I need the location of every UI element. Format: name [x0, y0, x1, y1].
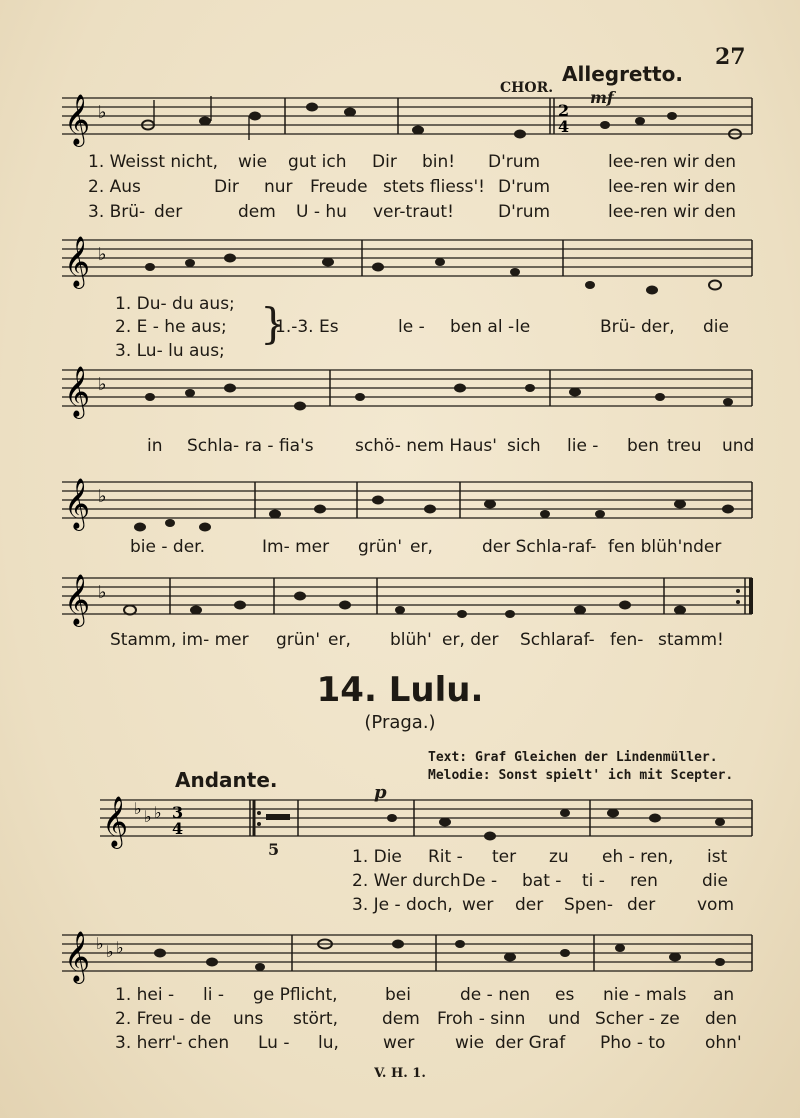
lyric-syllable: und: [548, 1009, 581, 1029]
svg-text:♭: ♭: [98, 486, 107, 507]
lyric-syllable: Stamm, im- mer: [110, 630, 249, 650]
lyric-syllable: lee-ren wir den: [608, 152, 737, 172]
lyric-syllable: bie - der.: [130, 537, 205, 557]
lyric-syllable: zu: [549, 847, 569, 867]
lyric-syllable: ter: [492, 847, 517, 867]
lyric-syllable: bin!: [422, 152, 456, 172]
svg-text:4: 4: [558, 117, 570, 136]
lyric-syllable: stört,: [293, 1009, 338, 1029]
lyric-syllable: an: [713, 985, 735, 1005]
svg-text:𝄞: 𝄞: [64, 574, 91, 625]
lyric-syllable: Brü- der,: [600, 317, 675, 337]
lyric-syllable: ohn': [705, 1033, 742, 1053]
svg-text:2: 2: [558, 101, 570, 120]
svg-text:4: 4: [172, 819, 184, 838]
dynamic-marking-2: p: [374, 782, 387, 803]
lyric-syllable: blüh': [390, 630, 432, 650]
lyric-syllable: 3. herr'- chen: [115, 1033, 230, 1053]
svg-text:♭: ♭: [106, 942, 114, 961]
lyric-syllable: Pho - to: [600, 1033, 666, 1053]
song1-refrain-start: [275, 317, 755, 341]
song2-verse2-3: [115, 1033, 755, 1057]
lyric-syllable: und: [722, 436, 755, 456]
svg-text:𝄞: 𝄞: [102, 796, 129, 847]
lyric-syllable: Schla- ra - fia's: [187, 436, 314, 456]
song2-verse-1: [352, 847, 752, 871]
lyric-syllable: ge Pflicht,: [253, 985, 338, 1005]
lyric-syllable: Im- mer: [262, 537, 330, 557]
lyric-syllable: gut ich: [288, 152, 347, 172]
lyric-syllable: der: [154, 202, 183, 222]
song1-verse-1: [88, 152, 753, 176]
lyric-syllable: dem: [382, 1009, 420, 1029]
lyric-syllable: De -: [462, 871, 498, 891]
lyric-syllable: die: [703, 317, 729, 337]
lyric-syllable: grün': [358, 537, 403, 557]
svg-text:♭: ♭: [134, 799, 142, 818]
lyric-syllable: lu,: [318, 1033, 339, 1053]
lyric-syllable: fen blüh'nder: [608, 537, 722, 557]
staff-system-2: [0, 236, 800, 287]
lyric-syllable: Dir: [372, 152, 397, 172]
lyric-syllable: Rit -: [428, 847, 463, 867]
lyric-syllable: sich: [507, 436, 541, 456]
lyric-syllable: 1. Die: [352, 847, 402, 867]
lyric-syllable: die: [702, 871, 728, 891]
svg-text:𝄞: 𝄞: [64, 931, 91, 982]
svg-text:♭: ♭: [98, 374, 107, 395]
lyric-syllable: Spen-: [564, 895, 613, 915]
song2-verse-2: [352, 871, 752, 895]
lyric-syllable: grün': [276, 630, 321, 650]
lyric-syllable: wer: [383, 1033, 415, 1053]
page-footer: V. H. 1.: [374, 1066, 426, 1081]
lyric-syllable: Scher - ze: [595, 1009, 680, 1029]
lyric-syllable: der: [515, 895, 544, 915]
text-credit: Text: Graf Gleichen der Lindenmüller.: [428, 750, 718, 765]
lyric-syllable: D'rum: [498, 202, 551, 222]
song1-verse-3: [88, 202, 753, 226]
lyric-syllable: Schlaraf-: [520, 630, 595, 650]
staff-system-7: [0, 931, 800, 982]
song1-verse-2: [88, 177, 753, 201]
svg-text:♭: ♭: [144, 807, 152, 826]
lyric-syllable: wie: [238, 152, 268, 172]
svg-text:♭: ♭: [116, 938, 124, 957]
lyric-syllable: den: [705, 1009, 738, 1029]
melody-credit: Melodie: Sonst spielt' ich mit Scepter.: [428, 768, 734, 783]
lyric-syllable: lee-ren wir den: [608, 202, 737, 222]
song2-verse-3: [352, 895, 752, 919]
lyric-syllable: 2. Aus: [88, 177, 141, 197]
lyric-syllable: uns: [233, 1009, 264, 1029]
svg-text:♭: ♭: [98, 102, 107, 123]
lyric-syllable: le -: [398, 317, 425, 337]
lyric-syllable: eh - ren,: [602, 847, 674, 867]
lyric-syllable: in: [147, 436, 163, 456]
lyric-syllable: de - nen: [460, 985, 531, 1005]
lyric-syllable: ist: [707, 847, 728, 867]
lyric-syllable: wer: [462, 895, 494, 915]
staff-system-3: [0, 366, 800, 417]
staff-system-6: [0, 796, 800, 847]
lyric-syllable: stets fliess'!: [383, 177, 485, 197]
lyric-syllable: bat -: [522, 871, 562, 891]
multirest-count: 5: [268, 840, 280, 859]
lyric-syllable: D'rum: [498, 177, 551, 197]
lyric-syllable: D'rum: [488, 152, 541, 172]
song-subtitle: (Praga.): [364, 712, 436, 733]
lyric-syllable: dem: [238, 202, 276, 222]
song2-verse2-2: [115, 1009, 755, 1033]
staff-system-4: [0, 478, 800, 529]
song1-s2-verse-1: 1. Du- du aus;: [115, 294, 235, 314]
verse-brace: }: [260, 299, 287, 348]
lyric-syllable: ti -: [582, 871, 605, 891]
svg-text:𝄞: 𝄞: [64, 236, 91, 287]
lyric-syllable: bei: [385, 985, 411, 1005]
lyric-syllable: der: [627, 895, 656, 915]
svg-text:♭: ♭: [96, 934, 104, 953]
svg-text:𝄞: 𝄞: [64, 94, 91, 145]
lyric-syllable: Dir: [214, 177, 239, 197]
lyric-syllable: nur: [264, 177, 293, 197]
lyric-syllable: lie -: [567, 436, 599, 456]
lyric-syllable: nie - mals: [603, 985, 687, 1005]
lyric-syllable: vom: [697, 895, 735, 915]
tempo-marking-2: Andante.: [175, 768, 278, 792]
lyric-syllable: treu: [667, 436, 702, 456]
song1-system-3-lyrics: [147, 436, 757, 460]
chor-label: CHOR.: [500, 80, 554, 96]
lyric-syllable: li -: [203, 985, 224, 1005]
lyric-syllable: stamm!: [658, 630, 724, 650]
lyric-syllable: ben al -: [450, 317, 515, 337]
lyric-syllable: schö- nem Haus': [355, 436, 497, 456]
lyric-syllable: 3. Brü-: [88, 202, 146, 222]
lyric-syllable: der Schla-raf-: [482, 537, 597, 557]
tempo-marking: Allegretto.: [562, 62, 683, 86]
lyric-syllable: wie: [455, 1033, 485, 1053]
lyric-syllable: ren: [630, 871, 658, 891]
svg-text:3: 3: [172, 803, 184, 822]
song1-s2-verse-3: 3. Lu- lu aus;: [115, 341, 225, 361]
lyric-syllable: ben: [627, 436, 660, 456]
song1-s2-verse-2: 2. E - he aus;: [115, 317, 227, 337]
song-title: 14. Lulu.: [316, 670, 484, 710]
dynamic-marking: mf: [590, 88, 614, 107]
lyric-syllable: er,: [410, 537, 433, 557]
lyric-syllable: Freude: [310, 177, 368, 197]
lyric-syllable: es: [555, 985, 575, 1005]
svg-text:♭: ♭: [98, 244, 107, 265]
lyric-syllable: 1. Weisst nicht,: [88, 152, 219, 172]
svg-text:𝄞: 𝄞: [64, 366, 91, 417]
page-number: 27: [715, 44, 746, 70]
lyric-syllable: der Graf: [495, 1033, 566, 1053]
lyric-syllable: 2. Wer durch: [352, 871, 461, 891]
lyric-syllable: er, der: [442, 630, 499, 650]
lyric-syllable: fen-: [610, 630, 644, 650]
lyric-syllable: 1. hei -: [115, 985, 175, 1005]
lyric-syllable: Lu -: [258, 1033, 290, 1053]
lyric-syllable: Froh - sinn: [437, 1009, 526, 1029]
lyric-syllable: le: [515, 317, 531, 337]
lyric-syllable: er,: [328, 630, 351, 650]
song2-verse2-1: [115, 985, 755, 1009]
lyric-syllable: lee-ren wir den: [608, 177, 737, 197]
staff-system-5: [0, 574, 800, 625]
lyric-syllable: 2. Freu - de: [115, 1009, 212, 1029]
lyric-syllable: 3. Je - doch,: [352, 895, 453, 915]
lyric-syllable: ver-traut!: [373, 202, 454, 222]
lyric-syllable: 1.-3. Es: [275, 317, 339, 337]
song1-system-5-lyrics: [110, 630, 760, 654]
svg-text:♭: ♭: [154, 803, 162, 822]
svg-text:♭: ♭: [98, 582, 107, 603]
song1-system-4-lyrics: [130, 537, 760, 561]
svg-text:𝄞: 𝄞: [64, 478, 91, 529]
lyric-syllable: U - hu: [296, 202, 347, 222]
